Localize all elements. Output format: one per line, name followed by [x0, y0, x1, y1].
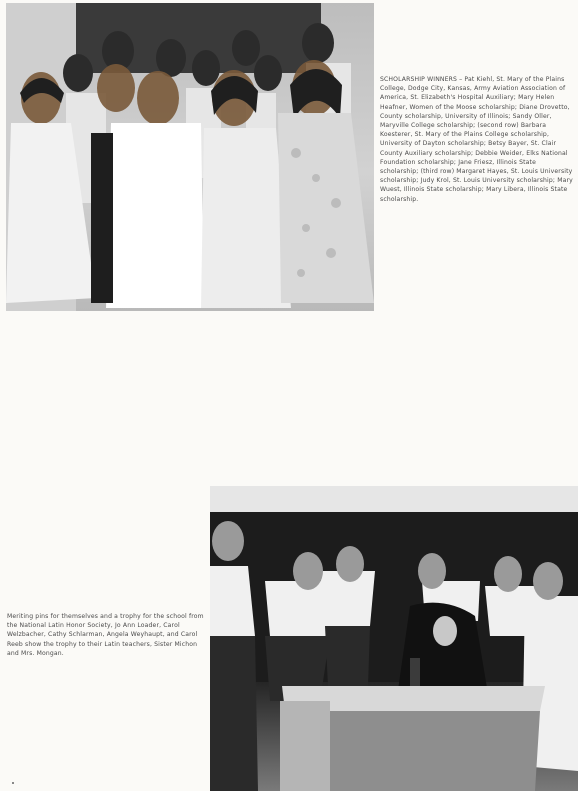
scholarship-winners-photo-graphic [6, 3, 374, 311]
latin-honor-society-photo-graphic [210, 486, 578, 791]
scholarship-caption: SCHOLARSHIP WINNERS – Pat Kiehl, St. Mary of the Plains College, Dodge City, Kansas, Army Aviation Association of America, St. Elizabeth's Hospital Auxiliary; Mary Helen Heafner, Women of the Moose scholarship; Diane Drovetto, County scholarship, University of Illinois; Sandy Oller, Maryville College scholarship; (second row) Barbara Koesterer, St. Mary of the Plains College scholarship, University of Dayton scholarship; Betsy Bayer, St. Clair County Auxiliary scholarship; Debbie Weider, Elks National Foundation scholarship; Jane Friesz, Illinois State scholarship; (third row) Margaret Hayes, St. Louis University scholarship; Judy Krol, St. Louis University scholarship; Mary Wuest, Illinois State scholarship; Mary Libera, Illinois State scholarship. [380, 76, 573, 203]
scholarship-winners-photo [6, 3, 374, 311]
page-dot [12, 782, 14, 784]
latin-honor-caption: Meriting pins for themselves and a trophy for the school from the National Latin Honor Society, Jo Ann Loader, Carol Welzbacher, Cathy Schlarman, Angela Weyhaupt, and Carol Reeb show the trophy to their Latin teachers, Sister Michon and Mrs. Mongan. [7, 613, 204, 657]
latin-honor-society-photo [210, 486, 578, 791]
